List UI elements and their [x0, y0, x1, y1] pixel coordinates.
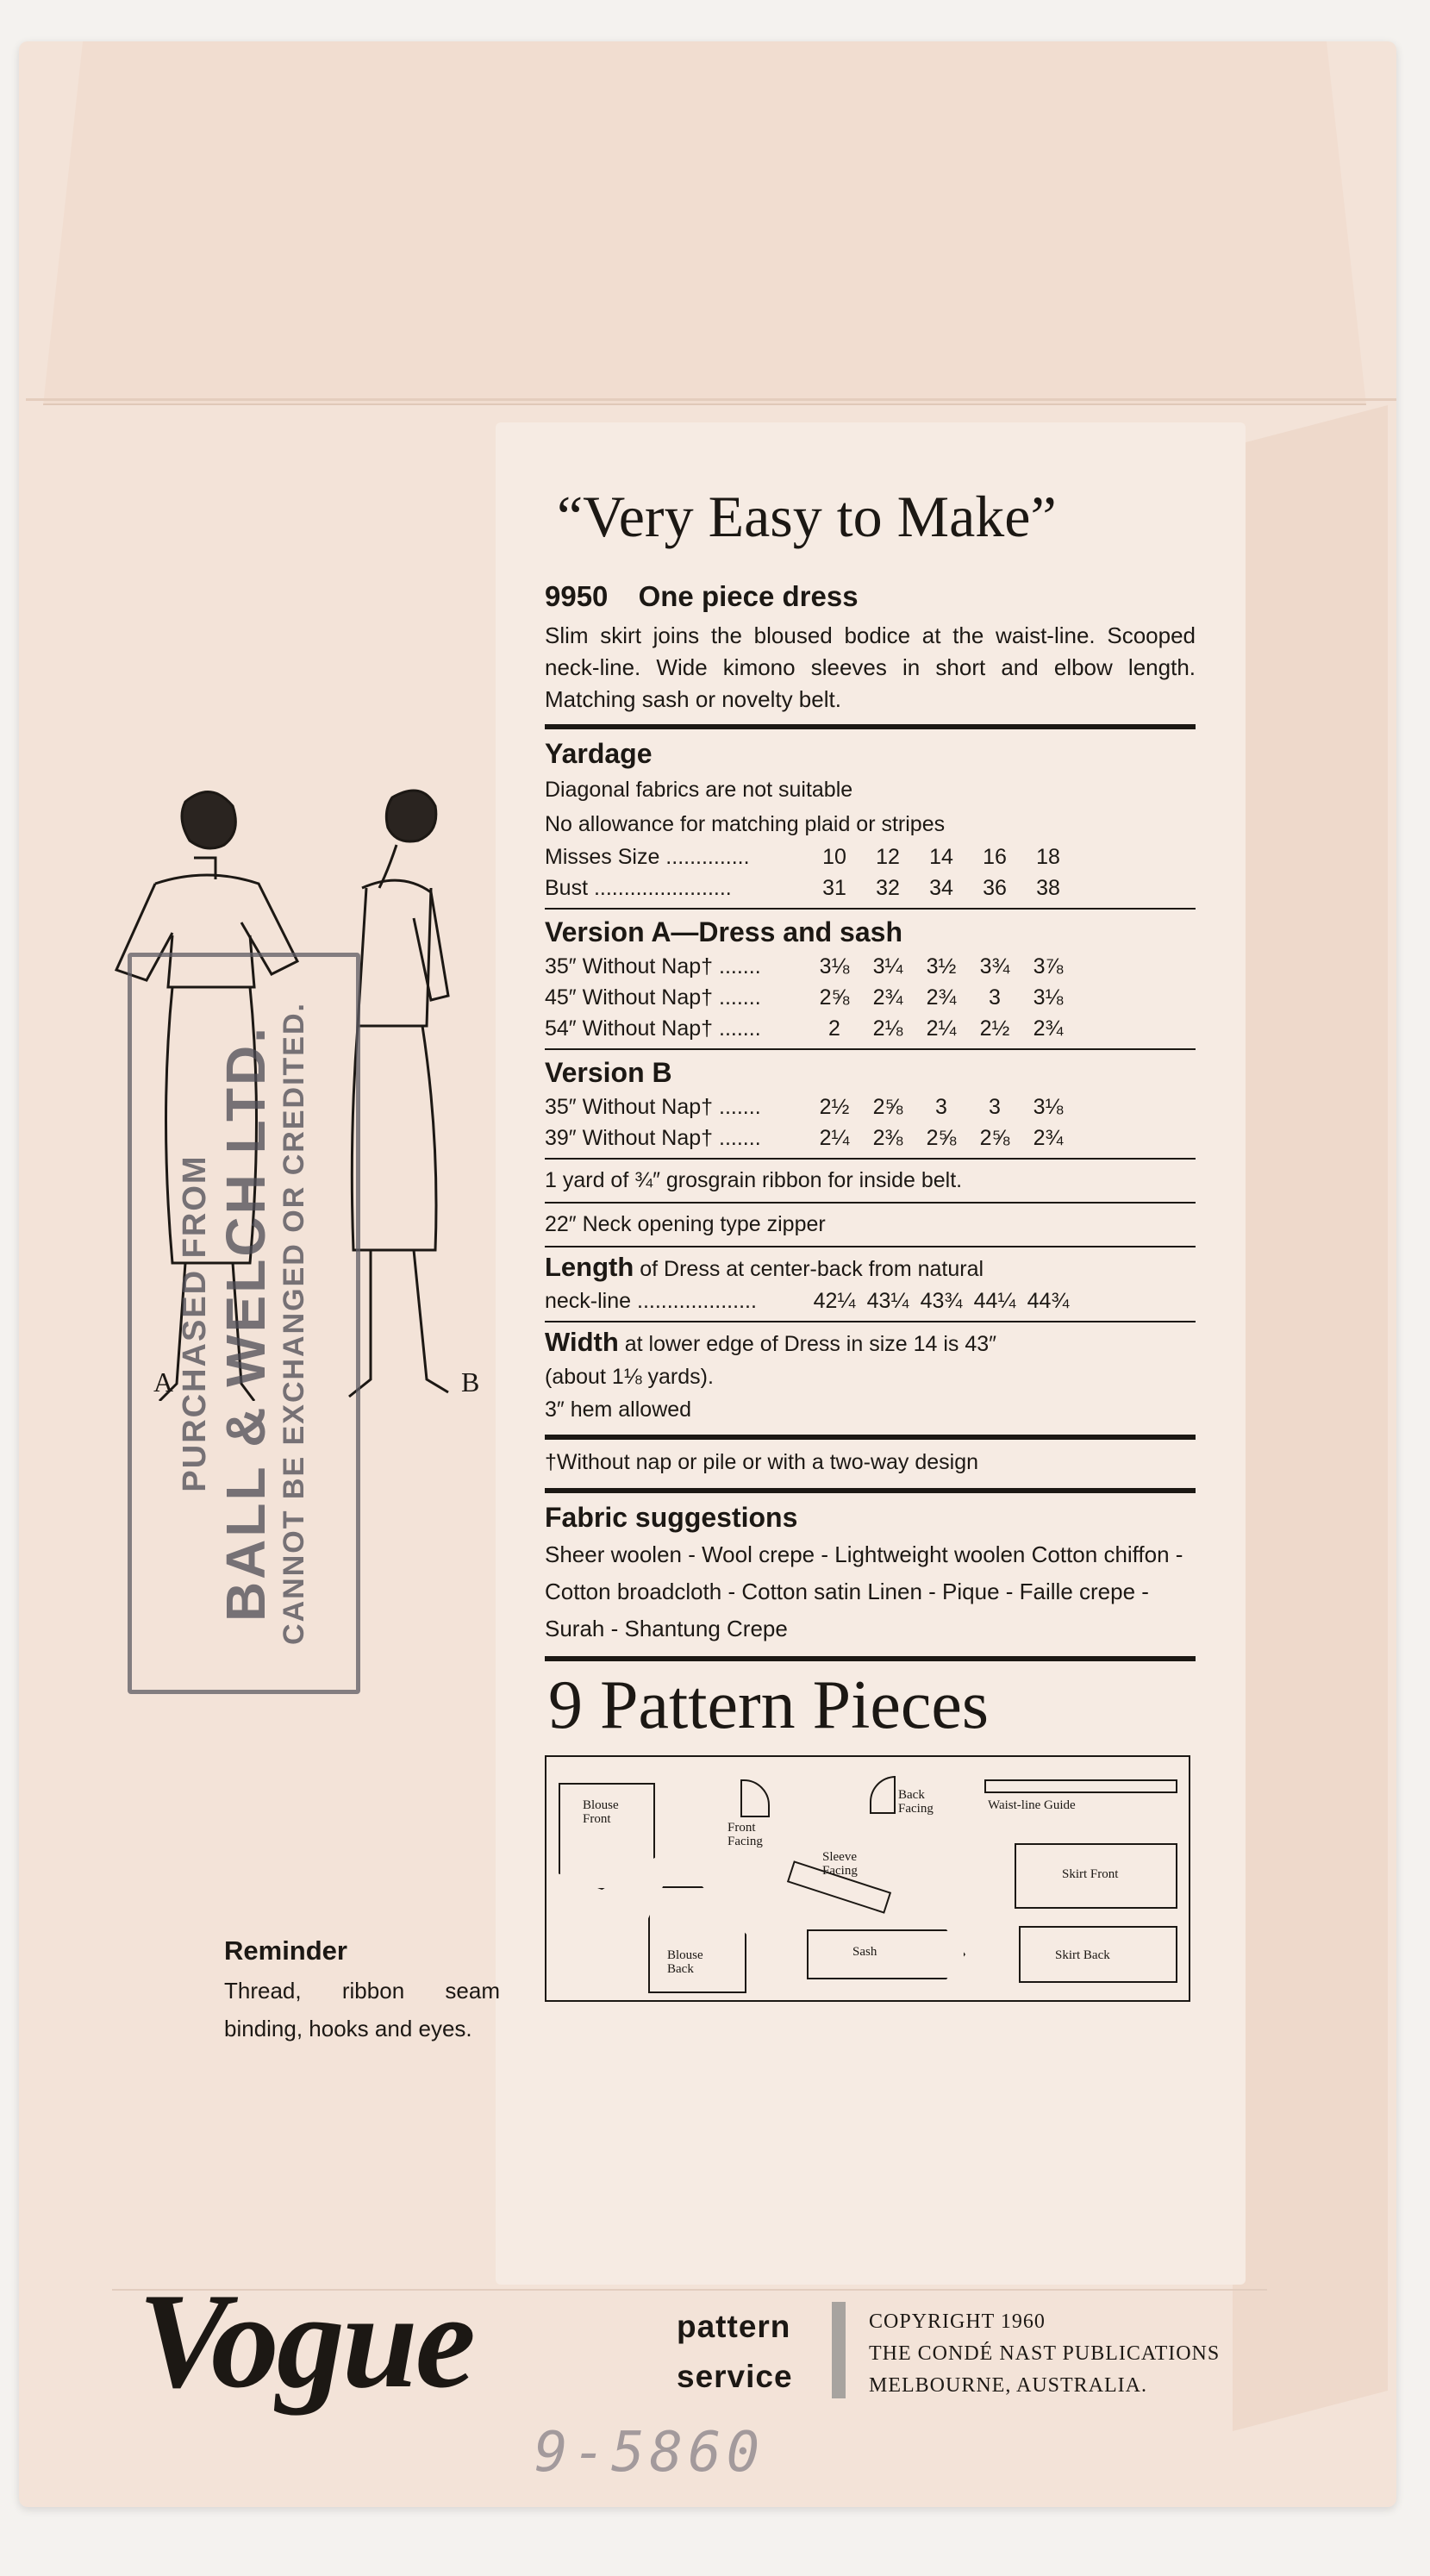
- yardage-cell: 3¼: [872, 954, 903, 979]
- divider: [545, 908, 1196, 910]
- length-row: [545, 1285, 1196, 1316]
- size-cell: 14: [929, 845, 953, 869]
- figure-a-label: A: [153, 1366, 174, 1397]
- bust-row: [545, 872, 1196, 903]
- yardage-cell: 2½: [819, 1095, 850, 1119]
- divider: [545, 1158, 1196, 1160]
- sash-label: Sash: [852, 1945, 877, 1959]
- skirt-back-label: Skirt Back: [1055, 1948, 1110, 1962]
- version-b-row: [545, 1091, 1196, 1122]
- size-cell: 18: [1036, 845, 1060, 869]
- reminder-title: Reminder: [224, 1935, 347, 1966]
- front-facing-piece: [740, 1779, 770, 1817]
- divider: [545, 1202, 1196, 1204]
- size-cell: 16: [983, 845, 1007, 869]
- length-cell: 43¼: [866, 1289, 909, 1313]
- width-text: at lower edge of Dress in size 14 is 43″: [618, 1332, 997, 1356]
- yardage-cell: 2⅝: [979, 1126, 1010, 1150]
- zipper-note: 22″ Neck opening type zipper: [545, 1212, 826, 1236]
- yardage-row-label: 45″ Without Nap† .......: [545, 985, 761, 1010]
- headline: “Very Easy to Make”: [557, 484, 1057, 549]
- yardage-title: Yardage: [545, 738, 653, 769]
- yardage-cell: 3⅛: [1033, 985, 1064, 1010]
- version-b-row: [545, 1122, 1196, 1154]
- yardage-cell: 2¾: [1033, 1126, 1064, 1150]
- length-cell: 42¼: [813, 1289, 856, 1313]
- yardage-cell: 2¾: [872, 985, 903, 1010]
- front-facing-label: Front Facing: [727, 1821, 763, 1848]
- retailer-stamp: [128, 953, 360, 1694]
- size-cell: 10: [822, 845, 846, 869]
- figure-b-label: B: [461, 1366, 480, 1397]
- length-section: [545, 1251, 1196, 1285]
- divider: [545, 1321, 1196, 1322]
- waist-guide-piece: [984, 1779, 1177, 1793]
- fabric-suggestions: Sheer woolen - Wool crepe - Lightweight woolen Cotton chiffon - Cotton broadcloth - Cotton satin Linen - Pique - Faille crepe - Surah - Shantung Crepe: [545, 1541, 1183, 1641]
- version-a-row: [545, 982, 1196, 1013]
- divider: [545, 1048, 1196, 1050]
- yardage-cell: 2: [828, 1016, 840, 1041]
- reminder-block: [224, 1935, 500, 2048]
- width-line-2: (about 1⅛ yards).: [545, 1365, 714, 1389]
- yardage-row-label: 35″ Without Nap† .......: [545, 954, 761, 979]
- length-title: Length: [545, 1252, 634, 1282]
- yardage-note-2: No allowance for matching plaid or stripes: [545, 812, 946, 836]
- yardage-cell: 3½: [926, 954, 957, 979]
- copyright-block: [869, 2306, 1220, 2402]
- version-a-row: [545, 951, 1196, 982]
- divider: [545, 1435, 1196, 1440]
- copyright-line-1: COPYRIGHT 1960: [869, 2310, 1046, 2333]
- nap-note: †Without nap or pile or with a two-way design: [545, 1450, 979, 1474]
- stamp-line-2: BALL & WELCH LTD.: [215, 1024, 277, 1623]
- length-row-label: neck-line ....................: [545, 1289, 757, 1313]
- length-cell: 43¾: [920, 1289, 963, 1313]
- yardage-cell: 3⅛: [1033, 1095, 1064, 1119]
- length-cell: 44¾: [1027, 1289, 1070, 1313]
- width-title: Width: [545, 1327, 619, 1357]
- bust-cell: 38: [1036, 876, 1060, 900]
- envelope-flap: [43, 41, 1366, 405]
- yardage-note-1: Diagonal fabrics are not suitable: [545, 778, 853, 802]
- back-facing-piece: [870, 1776, 896, 1814]
- ribbon-note: 1 yard of ¾″ grosgrain ribbon for inside belt.: [545, 1168, 963, 1192]
- yardage-cell: 2¾: [926, 985, 957, 1010]
- bust-cell: 34: [929, 876, 953, 900]
- yardage-cell: 2½: [979, 1016, 1010, 1041]
- yardage-cell: 2⅝: [819, 985, 850, 1010]
- yardage-cell: 2⅛: [872, 1016, 903, 1041]
- copyright-line-2: THE CONDÉ NAST PUBLICATIONS: [869, 2342, 1221, 2365]
- yardage-cell: 3⅛: [819, 954, 850, 979]
- yardage-cell: 3¾: [979, 954, 1010, 979]
- blouse-back-piece: [648, 1886, 746, 1993]
- brand-divider: [832, 2302, 846, 2398]
- pattern-info-panel: [545, 483, 1196, 2002]
- handwritten-number: 9-5860: [534, 2421, 765, 2485]
- divider: [545, 1656, 1196, 1661]
- pattern-number: 9950: [545, 580, 609, 612]
- yardage-cell: 3: [989, 1095, 1001, 1119]
- yardage-cell: 2¼: [926, 1016, 957, 1041]
- length-cell: 44¼: [973, 1289, 1016, 1313]
- width-section: [545, 1326, 1196, 1360]
- pattern-title-row: [545, 580, 1196, 613]
- divider: [545, 1488, 1196, 1493]
- pattern-title: One piece dress: [638, 580, 859, 612]
- yardage-cell: 2⅝: [872, 1095, 903, 1119]
- waist-guide-label: Waist-line Guide: [988, 1798, 1076, 1812]
- copyright-line-3: MELBOURNE, AUSTRALIA.: [869, 2374, 1148, 2397]
- blouse-front-label: Blouse Front: [583, 1798, 619, 1826]
- yardage-cell: 3: [935, 1095, 947, 1119]
- sleeve-facing-label: Sleeve Facing: [822, 1850, 858, 1878]
- divider: [545, 724, 1196, 729]
- flap-fold-line: [26, 398, 1396, 401]
- bust-cell: 36: [983, 876, 1007, 900]
- stamp-line-1: PURCHASED FROM: [177, 1154, 213, 1492]
- back-facing-label: Back Facing: [898, 1788, 934, 1816]
- yardage-cell: 3⅞: [1033, 954, 1064, 979]
- bust-row-label: Bust .......................: [545, 876, 732, 900]
- yardage-row-label: 54″ Without Nap† .......: [545, 1016, 761, 1041]
- skirt-front-label: Skirt Front: [1062, 1867, 1119, 1881]
- reminder-text: Thread, ribbon seam binding, hooks and eyes.: [224, 1978, 500, 2041]
- yardage-cell: 2¼: [819, 1126, 850, 1150]
- vogue-logo: Vogue: [138, 2266, 473, 2417]
- fabric-title: Fabric suggestions: [545, 1502, 798, 1533]
- yardage-cell: 2⅜: [872, 1126, 903, 1150]
- service-line-1: pattern: [677, 2309, 791, 2344]
- yardage-cell: 3: [989, 985, 1001, 1010]
- length-text: of Dress at center-back from natural: [634, 1257, 984, 1281]
- bust-cell: 32: [876, 876, 900, 900]
- width-line-3: 3″ hem allowed: [545, 1397, 692, 1422]
- version-a-title: Version A—Dress and sash: [545, 916, 902, 947]
- yardage-row-label: 39″ Without Nap† .......: [545, 1126, 761, 1150]
- pattern-pieces-diagram: [545, 1755, 1190, 2002]
- blouse-back-label: Blouse Back: [667, 1948, 703, 1976]
- yardage-cell: 2⅝: [926, 1126, 957, 1150]
- pattern-service-label: [677, 2302, 793, 2402]
- version-a-row: [545, 1013, 1196, 1044]
- envelope-side-tab: [1233, 405, 1388, 2431]
- bust-cell: 31: [822, 876, 846, 900]
- divider: [545, 1246, 1196, 1247]
- version-b-title: Version B: [545, 1057, 672, 1088]
- service-line-2: service: [677, 2359, 793, 2394]
- stamp-line-3: CANNOT BE EXCHANGED OR CREDITED.: [278, 1002, 310, 1645]
- size-cell: 12: [876, 845, 900, 869]
- yardage-cell: 2¾: [1033, 1016, 1064, 1041]
- size-row: [545, 841, 1196, 872]
- pattern-description: Slim skirt joins the bloused bodice at the waist-line. Scooped neck-line. Wide kimono sleeves in short and elbow length. Matching sash or novelty belt.: [545, 622, 1196, 712]
- size-row-label: Misses Size ..............: [545, 845, 750, 869]
- yardage-row-label: 35″ Without Nap† .......: [545, 1095, 761, 1119]
- pattern-pieces-title: 9 Pattern Pieces: [548, 1667, 989, 1743]
